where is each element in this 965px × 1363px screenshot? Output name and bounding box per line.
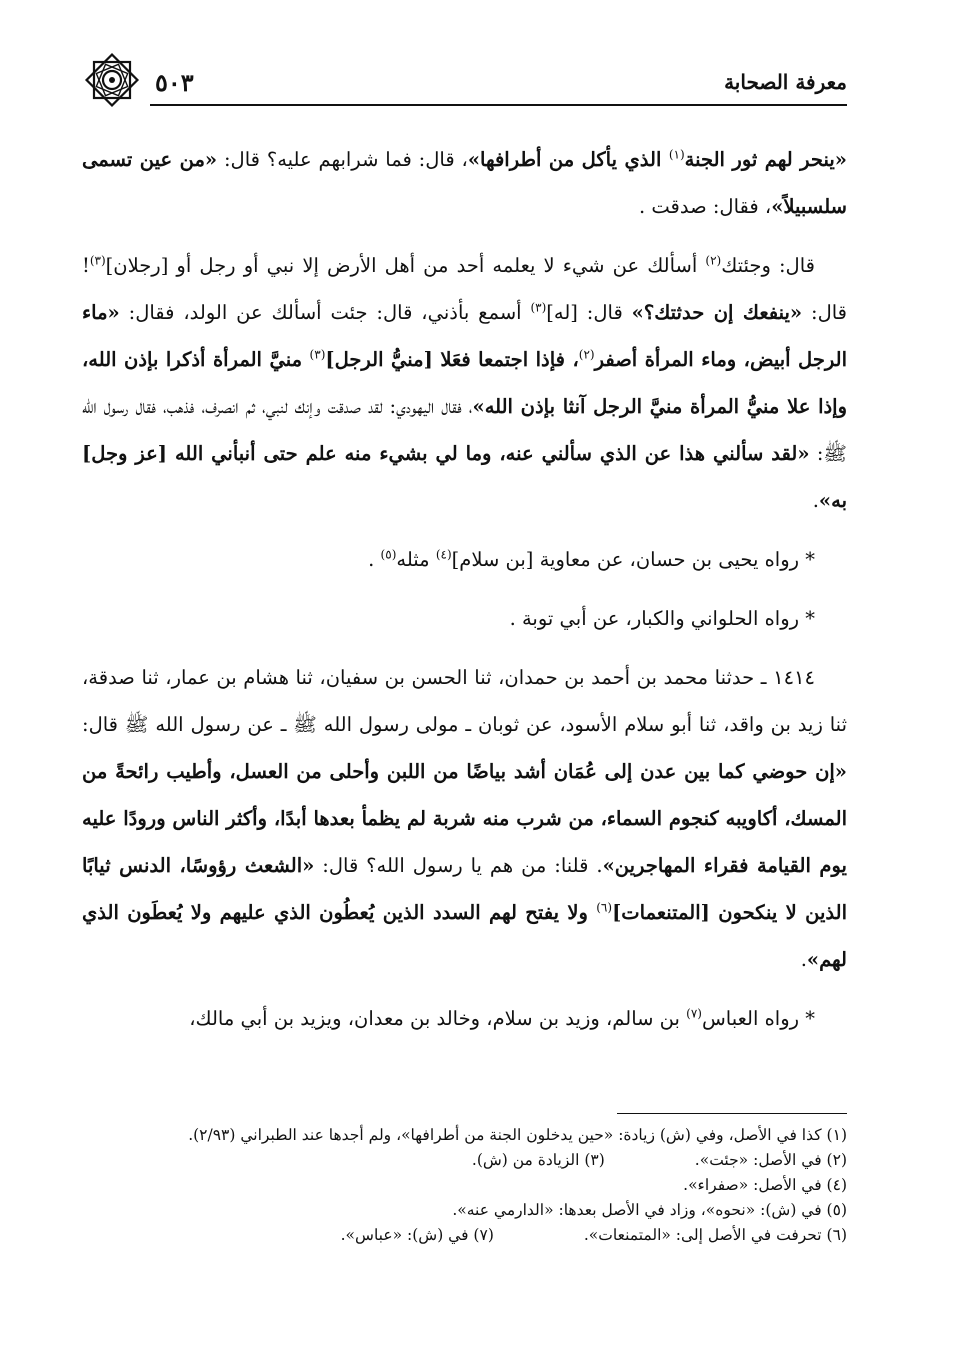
footnote-5: (٥) في (ش): «نحوه»، وزاد في الأصل بعدها: «الدارمي عنه». — [452, 1201, 847, 1219]
footnote-row — [82, 1224, 847, 1246]
footnote-7: (٧) في (ش): «عباس». — [340, 1226, 494, 1244]
footnote-rule — [617, 1113, 847, 1114]
footnote-row — [82, 1149, 847, 1171]
footnote-3: (٣) الزيادة من (ش). — [471, 1151, 605, 1169]
footnote-4: (٤) في الأصل: «صفراء». — [683, 1176, 847, 1194]
footnotes — [82, 1124, 847, 1249]
page-number: ٥٠٣ — [155, 68, 194, 97]
footnote-6: (٦) تحرفت في الأصل إلى: «المتمنعات». — [583, 1226, 847, 1244]
paragraph-4: * رواه الحلواني والكبار، عن أبي توبة . — [509, 607, 815, 630]
footnote-1: (١) كذا في الأصل، وفي (ش) زيادة: «حين يدخلون الجنة من أطرافها»، ولم أجدها عند الطبراني (٢/٩٣). — [188, 1126, 847, 1144]
footnote-2: (٢) في الأصل: «جئت». — [694, 1151, 847, 1169]
paragraph-1: «ينحر لهم ثور الجنة$^{(١)}$ الذي يأكل من أطرافها»، قال: فما شرابهم عليه؟ قال: «من عين تسمى سلسبيلاً»، فقال: صدقت . — [82, 147, 847, 218]
header-rule — [150, 104, 847, 106]
running-title: معرفة الصحابة — [724, 70, 847, 94]
page-header — [80, 58, 847, 108]
hadith-1414: ١٤١٤ ـ حدثنا محمد بن أحمد بن حمدان، ثنا الحسن بن سفيان، ثنا هشام بن عمار، ثنا صدقة، ثنا زيد بن واقد، ثنا أبو سلام الأسود، عن ثوبان ـ مولى رسول الله ﷺ ـ عن رسول الله ﷺ قال: «إن حوضي كما بين عدن إلى عُمَان أشد بياضًا من اللبن وأحلى من العسل، وأطيب رائحةً من المسك، أكاويبه كنجوم السماء، من شرب منه شربة لم يظمأ بعدها أبدًا، وأكثر الناس ورودًا عليه يوم القيامة فقراء المهاجرين». قلنا: من هم يا رسول الله؟ قال: «الشعث رؤوسًا، الدنس ثيابًا الذين لا ينكحون [المتنعمات]$^{(٦)}$ ولا يفتح لهم السدد الذين يُعطُون الذي عليهم ولا يُعطَون الذي لهم». — [82, 666, 847, 971]
star-rosette-icon — [80, 48, 144, 112]
paragraph-3: * رواه يحيى بن حسان، عن معاوية [بن سلام]$^{(٤)}$ مثله$^{(٥)}$ . — [368, 547, 815, 571]
paragraph-2: قال: وجئتك$^{(٢)}$ أسألك عن شيء لا يعلمه أحد من أهل الأرض إلا نبي أو رجل أو [رجلان]$^{(٣)}$! قال: «ينفعك إن حدثتك؟» قال: [له]$^{(٣)}$ أسمع بأذني، قال: جئت أسألك عن الولد، فقال: «ماء الرجل أبيض، وماء المرأة أصفر$^{(٢)}$، فإذا اجتمعا فعَلا [منيُّ الرجل]$^{(٣)}$ منيَّ المرأة أذكرا بإذن الله، وإذا علا منيُّ المرأة منيَّ الرجل آنثا بإذن الله»، فقال اليهودي: لقد صدقت وإنك لنبي، ثم انصرف، فذهب، فقال رسول الله ﷺ: «لقد سألني هذا عن الذي سألني عنه، وما لي بشيء منه علم حتى أنبأني الله [عز وجل] به». — [82, 253, 848, 512]
main-text — [82, 136, 847, 1054]
paragraph-6: * رواه العباس$^{(٧)}$ بن سالم، وزيد بن سلام، وخالد بن معدان، ويزيد بن أبي مالك، — [189, 1006, 815, 1030]
